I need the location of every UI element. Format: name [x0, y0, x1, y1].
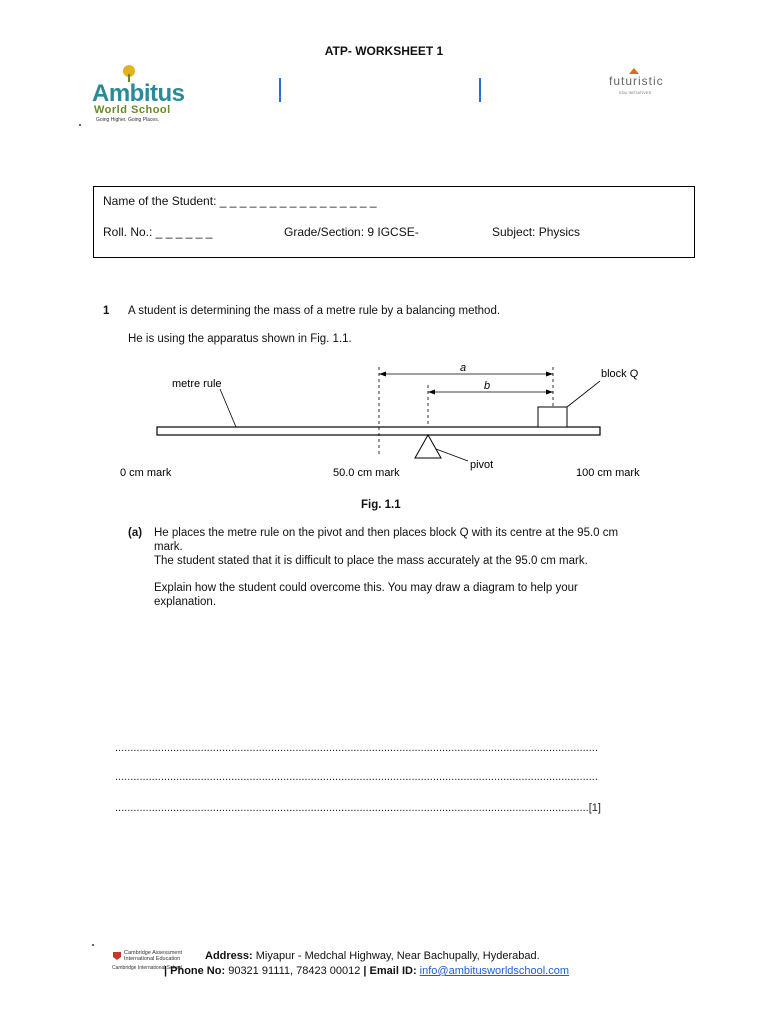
- question-line: He is using the apparatus shown in Fig. 1.1.: [128, 333, 352, 345]
- metre-rule-bar: [157, 427, 600, 435]
- cambridge-line: Cambridge International School: [112, 965, 183, 971]
- phone-label: | Phone No:: [164, 965, 226, 977]
- part-label: (a): [128, 527, 143, 539]
- cambridge-line: Cambridge Assessment: [124, 950, 183, 956]
- school-logo: [92, 64, 212, 124]
- question-line: A student is determining the mass of a metre rule by a balancing method.: [128, 305, 501, 317]
- cambridge-shield-icon: [112, 951, 122, 961]
- cambridge-line: International Education: [124, 956, 181, 962]
- label-block-q: block Q: [601, 368, 639, 380]
- part-a-line: explanation.: [154, 596, 217, 608]
- metre-rule-leader: [220, 389, 236, 427]
- label-hundred-mark: 100 cm mark: [576, 467, 640, 479]
- roll-number-field[interactable]: Roll. No.: _ _ _ _ _ _: [103, 225, 213, 239]
- part-a-line: mark.: [154, 541, 183, 553]
- student-info-box: [93, 186, 695, 258]
- arrow-head-icon: [379, 372, 386, 377]
- address-label: Address:: [205, 950, 253, 962]
- arrow-head-icon: [546, 390, 553, 395]
- label-zero-mark: 0 cm mark: [120, 467, 172, 479]
- arrow-head-icon: [428, 390, 435, 395]
- pivot-triangle: [415, 435, 441, 458]
- school-logo-word: Ambitus: [92, 80, 185, 107]
- figure-metre-rule: [100, 355, 680, 485]
- figure-caption: Fig. 1.1: [361, 499, 401, 511]
- label-a: a: [460, 362, 467, 374]
- partner-logo: [609, 68, 673, 102]
- pivot-leader: [436, 449, 468, 461]
- part-a-line: He places the metre rule on the pivot and then places block Q with its centre at the 95.0 cm: [154, 527, 619, 539]
- label-fifty-mark: 50.0 cm mark: [333, 467, 400, 479]
- grade-section-field: Grade/Section: 9 IGCSE-: [284, 225, 419, 239]
- label-b: b: [484, 380, 491, 392]
- part-a-line: The student stated that it is difficult to place the mass accurately at the 95.0 cm mark.: [154, 555, 588, 567]
- answer-line[interactable]: ..............................................................................................................................................................: [115, 742, 598, 754]
- footer-address: [205, 950, 540, 962]
- answer-line[interactable]: ..............................................................................................................................................................: [115, 771, 598, 783]
- dot-marker: [79, 124, 81, 126]
- address-value: Miyapur - Medchal Highway, Near Bachupally, Hyderabad.: [255, 950, 540, 962]
- label-metre-rule: metre rule: [172, 378, 222, 390]
- phone-value: 90321 91111, 78423 00012: [228, 965, 361, 977]
- block-leader: [567, 381, 600, 407]
- email-link[interactable]: info@ambitusworldschool.com: [419, 965, 570, 977]
- header-divider: [479, 78, 481, 102]
- email-label: | Email ID:: [363, 965, 417, 977]
- label-pivot: pivot: [470, 459, 494, 471]
- arrow-head-icon: [546, 372, 553, 377]
- worksheet-title: ATP- WORKSHEET 1: [324, 44, 444, 58]
- partner-logo-word: futuristic: [609, 74, 664, 88]
- school-logo-sub: World School: [94, 104, 171, 116]
- partner-logo-sub: EDU INITIATIVES: [619, 90, 652, 95]
- part-a-line: Explain how the student could overcome this. You may draw a diagram to help your: [154, 582, 578, 594]
- dot-marker: [92, 944, 94, 946]
- footer-contact: [164, 965, 569, 977]
- question-number: 1: [103, 305, 110, 317]
- student-name-field[interactable]: Name of the Student: _ _ _ _ _ _ _ _ _ _ _ _ _ _ _ _: [103, 194, 377, 208]
- school-logo-tagline: Going Higher. Going Places.: [96, 117, 160, 123]
- answer-line[interactable]: ...........................................................................................................................................................[1]: [115, 802, 601, 814]
- header-divider: [279, 78, 281, 102]
- block-q: [538, 407, 567, 427]
- subject-field: Subject: Physics: [492, 225, 581, 239]
